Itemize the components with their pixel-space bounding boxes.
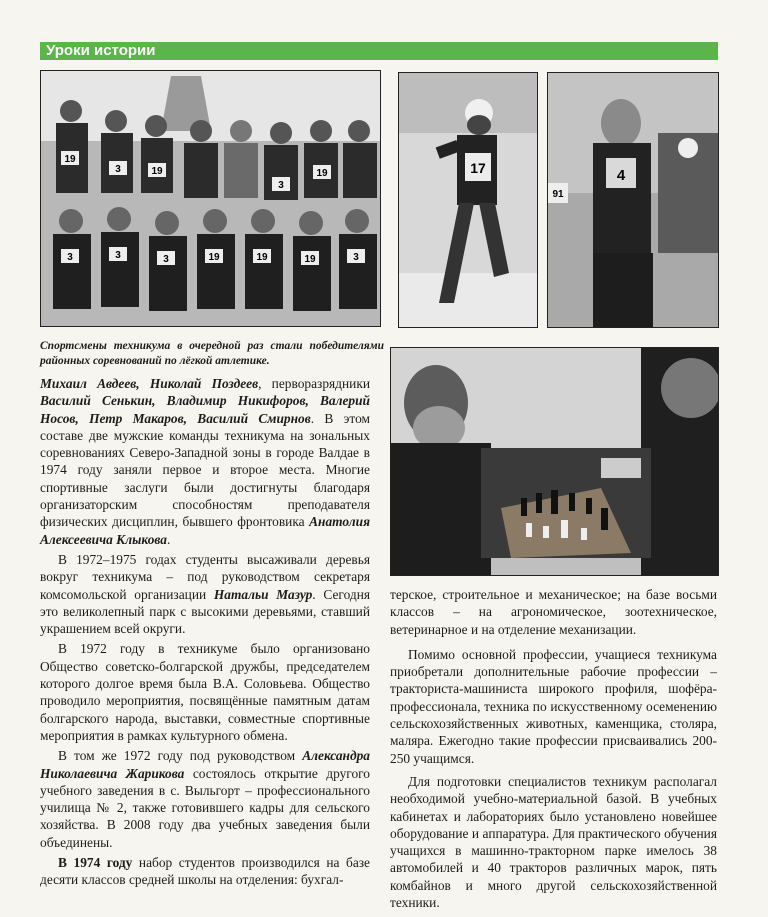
text: состоялось открытие другого учебного заведения в с. Выльгорт – профессионального училища № 2, также готовившего кадры для сельского хозяйства. В 2008 году два учебных заведения были объединены.: [40, 765, 371, 850]
section-title: Уроки истории: [46, 42, 156, 59]
paragraph: [40, 854, 370, 889]
text: В 1972–1975 годах студенты высаживали деревья вокруг техникума – под руководством секретаря комсомольской организации: [40, 551, 370, 602]
paragraph: терское, строительное и механическое; на базе восьми классов – на агрономическое, зоотехническое, ветеринарное и на отделение механизации.: [390, 587, 717, 637]
bib-5: 19: [316, 168, 328, 179]
racer-photo: [547, 72, 719, 328]
bib-8: 3: [163, 254, 169, 265]
paragraph: В 1972 году в техникуме было организовано Общество советско-болгарской дружбы, председателем которого долгое время была В.А. Соловьева. Общество проводило мероприятия, посвящённые памятным датам болгарского народа, выставки, совместные спортивные мероприятия в рамках культурного обмена.: [40, 641, 370, 743]
paragraph: Помимо основной профессии, учащиеся техникума приобретали дополнительные рабочие профессии – тракториста-машиниста широкого профиля, шофёра-профессионала, техника по искусственному осеменению сельскохозяйственных животных, каменщика, столяра, маляра. Ежегодно такие профессии присваивались 200-250 учащимся.: [390, 646, 717, 766]
bib-4: 3: [278, 180, 284, 191]
text: , перворазрядники: [258, 376, 370, 391]
bib-6: 3: [67, 252, 73, 263]
paragraph: Для подготовки специалистов техникум располагал необходимой учебно-материальной базой. В учебных кабинетах и лабораториях было установлено новейшее оборудование и аппаратура. Для практического обучения учащихся в машинно-тракторном парке имелось 38 автомобилей и 40 тракторов различных марок, пять комбайнов и много другой сельскохозяйственной техники.: [390, 773, 717, 911]
name-highlight: Александра Николаевича Жарикова: [40, 748, 370, 781]
paragraph: [40, 551, 370, 637]
racer-bib: 4: [616, 167, 626, 184]
bib-10: 19: [256, 252, 268, 263]
paragraph: [40, 375, 370, 548]
text: В том же 1972 году под руководством: [58, 748, 303, 764]
athlete-photo: [398, 72, 538, 328]
bib-2: 3: [115, 164, 121, 175]
bib-12: 3: [353, 252, 359, 263]
section-header: [40, 42, 718, 60]
text: . В этом составе две мужские команды техникума на зональных соревнованиях Северо-Западной зоны в городе Валдае в 1974 году заняли первое и второе места. Многие спортивные заслуги были достигнуты благодаря организаторским способностям преподавателя физических дисциплин, бывшего фронтовика: [40, 410, 371, 530]
name-highlight: Михаил Авдеев, Николай Поздеев: [40, 376, 259, 391]
text: набор студентов производился на базе десяти классов средней школы на отделения: бухгал-: [40, 855, 370, 888]
bib-3: 19: [151, 166, 163, 177]
photo-caption: Спортсмены техникума в очередной раз стали победителями районных соревнований по лёгкой атлетике.: [40, 340, 384, 367]
car-plate: 91: [552, 189, 564, 200]
left-column: [40, 375, 370, 892]
year-highlight: В 1974 году: [58, 855, 133, 871]
name-highlight: Натальи Мазур: [213, 586, 313, 602]
text: . Сегодня это великолепный парк с высокими деревьями, ставший украшением всей округи.: [40, 586, 371, 637]
team-photo: [40, 70, 381, 327]
athlete-bib: 17: [470, 160, 486, 176]
bib-9: 19: [208, 252, 220, 263]
bib-7: 3: [115, 250, 121, 261]
paragraph: [40, 747, 370, 851]
bib-1: 19: [64, 154, 76, 165]
name-highlight: Василий Сенькин, Владимир Никифоров, Валерий Носов, Петр Макаров, Василий Смирнов: [40, 393, 370, 426]
chess-photo: [390, 347, 719, 576]
text: .: [166, 531, 171, 547]
bib-11: 19: [304, 254, 316, 265]
right-column: [390, 586, 717, 914]
name-highlight: Анатолия Алексеевича Клыкова: [40, 514, 370, 547]
